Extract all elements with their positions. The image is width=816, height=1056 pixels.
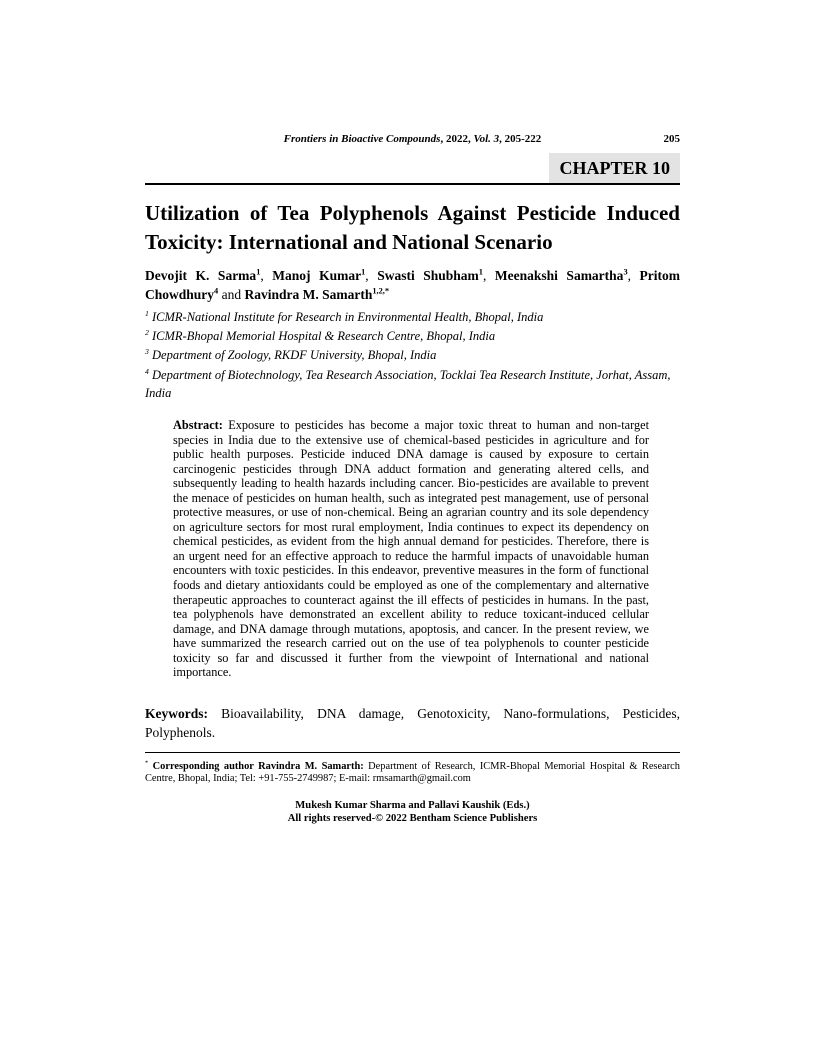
keywords-label: Keywords: [145,705,208,721]
copyright-line: All rights reserved-© 2022 Bentham Science Publishers [287,813,538,825]
author-name: Pritom Chowdhury [145,268,681,302]
abstract-label: Abstract: [173,418,223,433]
journal-citation-pages: , 205-222 [499,133,542,145]
author-name: Manoj Kumar [272,268,362,283]
author-name: Ravindra M. Samarth [244,287,373,302]
affiliation-text: ICMR-National Institute for Research in Environmental Health, Bhopal, India [152,310,544,324]
affiliation-text: ICMR-Bhopal Memorial Hospital & Research Centre, Bhopal, India [152,329,496,344]
footnote-marker: * [145,759,149,767]
journal-citation: Frontiers in Bioactive Compounds [283,133,441,145]
affiliations-list [145,308,680,402]
author-name: Devojit K. Sarma [145,268,257,283]
affiliation-marker: 2 [145,328,149,338]
footnote-text: Department of Research, ICMR-Bhopal Memorial Hospital & Research Centre, Bhopal, India; Tel: +91-755-2749987; E-mail: rmsamarth@gmail.com [145,760,680,785]
author-affiliation-marker: 1 [478,267,483,277]
author-affiliation-marker: 1 [256,267,261,277]
book-footer [145,799,680,825]
affiliation-item [145,346,680,364]
affiliation-marker: 1 [145,308,149,318]
author-affiliation-marker: 4 [214,286,219,296]
affiliation-item [145,366,680,402]
affiliation-item [145,308,680,326]
journal-citation-year: , 2022, [440,133,474,145]
journal-citation-volume: Vol. 3 [473,133,500,145]
affiliation-text: Department of Zoology, RKDF University, Bhopal, India [152,348,437,363]
corresponding-author-footnote [145,761,680,786]
author-affiliation-marker: 1 [361,267,366,277]
affiliation-marker: 3 [145,347,149,357]
chapter-badge: CHAPTER 10 [549,153,680,183]
chapter-title: Utilization of Tea Polyphenols Against Pesticide Induced Toxicity: International and National Scenario [145,201,680,254]
editors-line: Mukesh Kumar Sharma and Pallavi Kaushik (Eds.) [295,800,530,812]
page-number: 205 [663,133,680,145]
affiliation-text: Department of Biotechnology, Tea Research Association, Tocklai Tea Research Institute, Jorhat, Assam, India [145,367,671,400]
authors-line: Devojit K. Sarma$^1$, Manoj Kumar$^1$, Swasti Shubham$^1$, Meenakshi Samartha$^3$, Pritom Chowdhury$^4$ and Ravindra M. Samarth$^{1,2,*}$ [145,267,681,302]
author-name: Meenakshi Samartha [494,268,624,283]
footnote-author: Corresponding author Ravindra M. Samarth: [152,760,364,772]
affiliation-marker: 4 [145,366,149,376]
author-affiliation-marker: 3 [623,267,628,277]
chapter-header-rule [145,153,680,185]
author-affiliation-marker: 1,2,* [372,286,390,296]
running-header [145,133,680,146]
keywords-line [145,704,680,742]
affiliation-item [145,327,680,345]
abstract-text: Exposure to pesticides has become a major toxic threat to human and non-target species in India due to the extensive use of chemical-based pesticides in agriculture and for public health purposes. Pesticide induced DNA damage is caused by exposure to certain carcinogenic pesticides through DNA adduct formation and generating altered cells, and subsequently leading to health hazards including cancer. Bio-pesticides are available to prevent the menace of pesticides on human health, such as integrated pest management, use of personal protective measures, or use of non-chemical. Being an agrarian country and its sole dependency on agriculture sectors for most rural employment, India continues to expect its dependency on chemical pesticides, as evident from the high annual demand for pesticides. Therefore, there is an urgent need for an effective approach to reduce the harmful impacts of unavoidable human encounters with toxic pesticides. In this endeavor, preventive measures in the form of functional foods and dietary antioxidants could be employed as one of the complementary and alternative therapeutic approaches to counteract against the ill effects of pesticides in humans. In the past, tea polyphenols have demonstrated an excellent ability to reduce toxicant-induced cellular damage, and DNA damage through mutations, apoptosis, and cancer. In the present review, we have summarized the research carried out on the use of tea polyphenols to counter pesticide toxicity so far and discussed it further from the viewpoint of International and national importance. [173,418,649,680]
author-name: Swasti Shubham [377,268,479,283]
keywords-text: Bioavailability, DNA damage, Genotoxicity, Nano-formulations, Pesticides, Polyphenols. [145,705,681,740]
abstract-section [173,418,649,680]
footnote-divider [145,752,680,753]
